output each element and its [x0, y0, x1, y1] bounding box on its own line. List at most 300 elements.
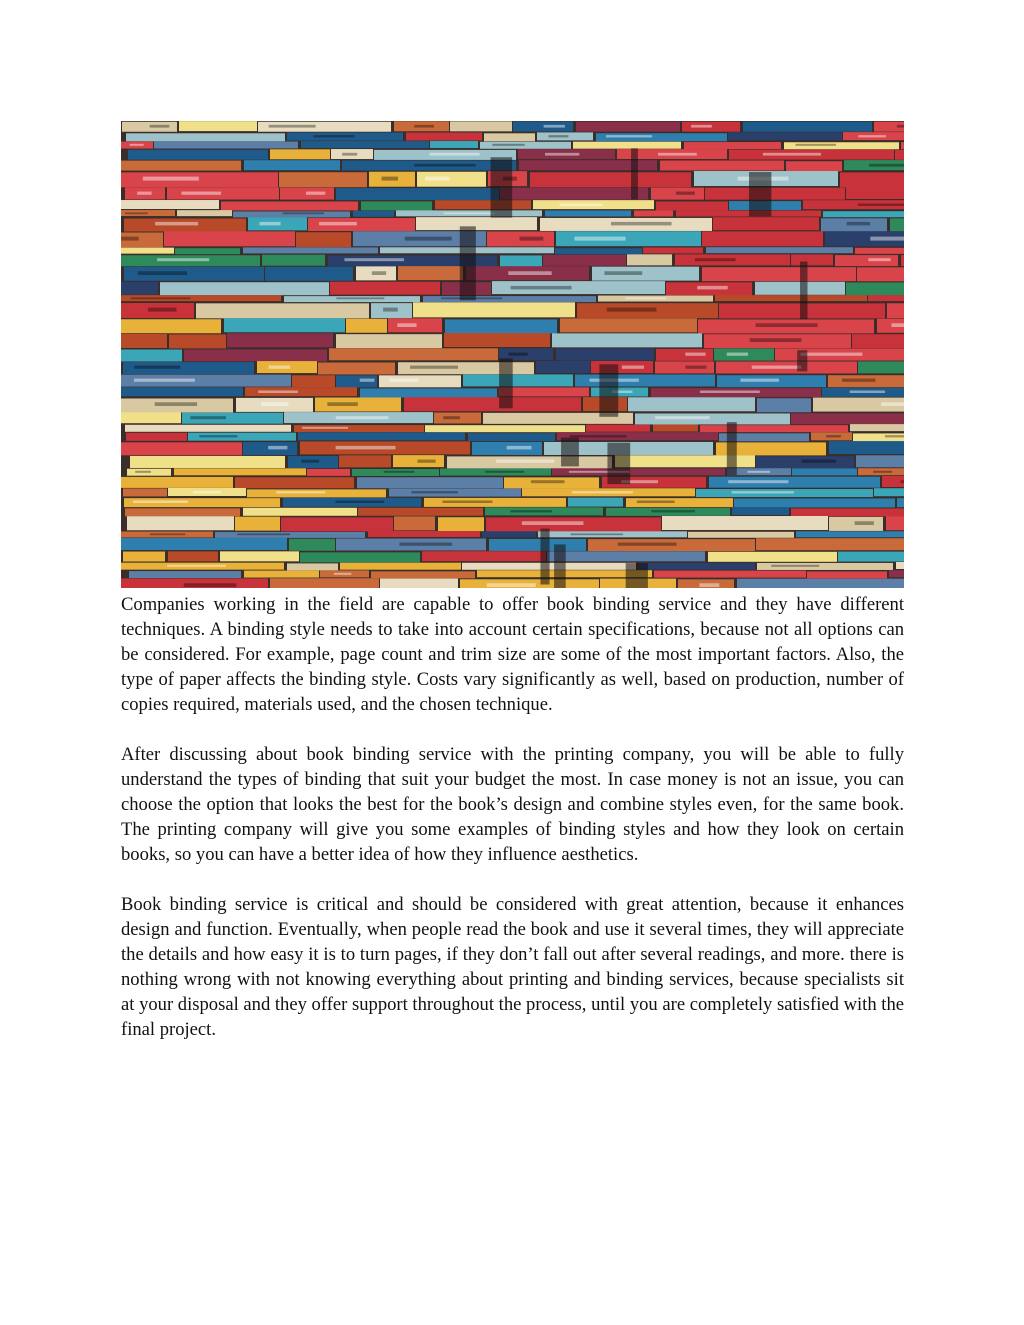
spine-label-mark [429, 153, 479, 156]
spine-label-mark [261, 402, 288, 406]
book-spine [340, 563, 461, 570]
book-spine [634, 210, 673, 216]
book-spine [684, 142, 781, 149]
spine-label-mark [881, 402, 904, 406]
book-spine [500, 188, 648, 200]
spine-label-mark [130, 144, 144, 146]
book-spine [265, 267, 353, 281]
spine-label-mark [802, 460, 837, 463]
book-spine [121, 538, 287, 550]
book-spine [123, 488, 167, 496]
book-spine [279, 172, 367, 187]
spine-label-mark [150, 533, 185, 535]
book-spine [244, 160, 340, 170]
book-spine [576, 122, 680, 132]
shadow-gap [749, 172, 771, 216]
spine-label-mark [442, 501, 492, 504]
book-spine [850, 424, 904, 431]
spine-label-mark [695, 258, 736, 261]
book-spine [368, 531, 480, 537]
books-illustration [121, 121, 904, 588]
spine-label-mark [691, 125, 712, 128]
book-spine [307, 469, 350, 476]
book-spine [169, 334, 226, 348]
book-spine [838, 552, 904, 562]
book-spine [586, 425, 650, 432]
book-spine [220, 551, 299, 561]
spine-label-mark [625, 297, 666, 299]
spine-label-mark [443, 416, 460, 419]
book-spine [360, 388, 497, 397]
spine-label-mark [560, 204, 603, 207]
spine-label-mark [150, 125, 170, 128]
spine-label-mark [268, 446, 287, 450]
spine-label-mark [334, 573, 352, 575]
spine-label-mark [676, 192, 695, 195]
spine-label-mark [740, 379, 779, 382]
spine-label-mark [826, 435, 841, 437]
spine-label-mark [397, 323, 416, 327]
book-spine [287, 563, 338, 570]
shadow-gap [727, 422, 737, 475]
book-spine [160, 282, 329, 295]
book-spine [791, 508, 904, 516]
shadow-gap [626, 563, 648, 588]
spine-label-mark [756, 323, 818, 327]
spine-label-mark [417, 460, 435, 463]
spine-label-mark [492, 144, 524, 146]
book-spine [329, 348, 498, 360]
book-spine [416, 217, 537, 230]
stacked-books-photo [121, 121, 904, 588]
book-spine [121, 412, 181, 423]
book-spine [121, 319, 221, 333]
spine-label-mark [342, 153, 357, 156]
spine-label-mark [155, 402, 197, 406]
spine-label-mark [522, 521, 584, 525]
book-spine [463, 374, 573, 386]
spine-label-mark [842, 379, 875, 382]
spine-label-mark [750, 338, 802, 342]
book-spine [444, 333, 550, 347]
book-spine [560, 318, 697, 332]
book-spine [336, 188, 499, 200]
spine-label-mark [685, 353, 705, 356]
spine-label-mark [897, 125, 904, 128]
spine-label-mark [752, 366, 802, 369]
book-spine [639, 563, 755, 570]
book-spine [121, 442, 242, 455]
spine-label-mark [651, 510, 695, 512]
book-spine [450, 121, 512, 131]
spine-label-mark [383, 308, 398, 312]
spine-label-mark [237, 533, 290, 535]
spine-label-mark [336, 446, 396, 450]
book-spine [757, 398, 811, 412]
spine-label-mark [697, 286, 727, 290]
spine-label-mark [800, 353, 862, 356]
spine-label-mark [771, 565, 819, 567]
spine-label-mark [131, 297, 191, 299]
book-spine [737, 579, 904, 588]
spine-label-mark [870, 237, 904, 241]
spine-label-mark [405, 237, 452, 241]
spine-label-mark [157, 258, 209, 261]
spine-label-mark [182, 192, 222, 195]
book-spine [536, 361, 590, 373]
book-spine [852, 334, 904, 348]
book-spine [792, 468, 857, 475]
spine-label-mark [344, 258, 404, 261]
book-spine [243, 508, 357, 516]
book-spine [713, 217, 819, 230]
spine-label-mark [606, 135, 652, 137]
book-spine [130, 456, 285, 468]
book-spine [227, 333, 333, 347]
book-spine [700, 425, 848, 432]
spine-label-mark [873, 471, 892, 473]
book-spine [500, 255, 542, 266]
paragraph-2: After discussing about book binding service with the printing company, you will be able to fully understand the types of binding that suit your budget the most. In case money is not an issue, you can choose the option that looks the best for the book’s design and combine styles even, for the same book. The printing company will give you some examples of binding styles and how they look on certain books, so you can have a better idea of how they influence aesthetics. [121, 744, 904, 865]
spine-label-mark [520, 237, 544, 241]
book-spine [128, 150, 268, 160]
book-spine [896, 562, 904, 569]
spine-label-mark [901, 480, 904, 483]
book-spine [125, 425, 291, 432]
book-spine [121, 248, 174, 254]
spine-label-mark [335, 501, 384, 504]
book-spine [281, 517, 393, 531]
book-spine [732, 507, 789, 515]
book-spine [296, 232, 351, 247]
book-spine [886, 516, 904, 530]
book-spine [857, 267, 904, 281]
book-spine [829, 441, 904, 454]
spine-label-mark [425, 177, 450, 181]
book-spine [662, 516, 828, 530]
book-spine [823, 211, 904, 217]
book-spine [361, 201, 432, 210]
spine-label-mark [414, 125, 434, 128]
book-spine [530, 172, 691, 187]
spine-label-mark [260, 222, 281, 226]
book-spine [552, 333, 702, 347]
spine-label-mark [685, 366, 706, 369]
spine-label-mark [658, 153, 697, 156]
spine-label-mark [148, 308, 176, 312]
book-spine [791, 254, 833, 265]
spine-label-mark [622, 366, 644, 369]
spine-label-mark [389, 379, 418, 382]
spine-label-mark [847, 222, 870, 226]
spine-label-mark [507, 446, 532, 450]
spine-label-mark [269, 366, 290, 369]
book-spine [846, 187, 904, 199]
spine-label-mark [125, 212, 148, 214]
spine-label-mark [283, 212, 324, 214]
shadow-gap [554, 544, 566, 588]
book-spine [406, 133, 482, 141]
spine-label-mark [336, 416, 389, 419]
book-spine [874, 488, 904, 496]
spine-label-mark [372, 271, 386, 275]
spine-label-mark [869, 164, 904, 167]
book-spine [889, 570, 904, 577]
spine-label-mark [510, 510, 552, 512]
book-spine [556, 348, 654, 360]
spine-label-mark [727, 353, 748, 356]
book-spine [126, 433, 187, 441]
spine-label-mark [607, 308, 657, 312]
spine-label-mark [545, 153, 579, 156]
book-spine [336, 334, 442, 348]
spine-label-mark [531, 480, 565, 483]
spine-label-mark [134, 379, 195, 382]
spine-label-mark [444, 212, 495, 214]
paragraph-1: Companies working in the field are capable to offer book binding service and they have different techniques. A binding style needs to take into account certain specifications, because not all options can be considered. For example, page count and trim size are some of the most important factors. Also, the type of paper affects the binding style. Costs vary significantly as well, based on production, number of copies required, materials used, and the chosen technique. [121, 594, 904, 715]
spine-label-mark [384, 471, 415, 473]
book-spine [221, 201, 358, 210]
book-spine [890, 218, 904, 231]
book-spine [643, 247, 703, 253]
book-spine [484, 133, 535, 141]
book-spine [121, 387, 243, 396]
book-spine [660, 161, 784, 171]
book-spine [555, 248, 642, 254]
spine-label-mark [190, 416, 226, 419]
book-spine [715, 295, 867, 301]
book-spine [856, 455, 904, 467]
spine-label-mark [732, 491, 794, 493]
book-spine [179, 121, 257, 131]
book-spine [243, 247, 378, 253]
book-spine [840, 172, 904, 187]
book-spine [404, 397, 581, 411]
book-spine [177, 210, 232, 216]
book-spine [121, 200, 219, 209]
spine-label-mark [549, 135, 569, 137]
book-spine [653, 425, 698, 432]
spine-label-mark [655, 416, 710, 419]
book-spine [126, 133, 285, 141]
shadow-gap [599, 364, 618, 416]
spine-label-mark [571, 533, 624, 535]
book-spine [270, 149, 330, 159]
spine-label-mark [138, 271, 187, 275]
spine-label-mark [485, 471, 524, 473]
spine-label-mark [511, 286, 572, 290]
book-spine [573, 142, 681, 149]
book-spine [846, 282, 904, 295]
book-spine [357, 477, 503, 488]
book-spine [489, 539, 586, 551]
spine-label-mark [604, 271, 642, 275]
shadow-gap [460, 226, 476, 300]
book-spine [705, 188, 845, 200]
book-spine [853, 433, 904, 441]
book-spine [164, 231, 295, 246]
spine-label-mark [306, 192, 325, 195]
book-spine [184, 349, 327, 361]
book-spine [121, 477, 233, 488]
shadow-gap [491, 157, 513, 217]
spine-label-mark [574, 237, 625, 241]
spine-label-mark [193, 491, 221, 493]
spine-label-mark [133, 501, 188, 504]
book-spine [743, 122, 872, 132]
book-spine [262, 255, 325, 266]
paragraph-3: Book binding service is critical and should be considered with great attention, because it enhances design and function. Eventually, when people read the book and use it several times, they will appreciate the details and how easy it is to turn pages, if they don’t fall out after several readings, and more. there is nothing wrong with not knowing everything about printing and binding services, because specialists sit at your disposal and they offer support throughout the process, until you are completely satisfied with the final project. [121, 894, 905, 1040]
book-spine [568, 498, 623, 507]
book-spine [233, 211, 350, 217]
spine-label-mark [302, 427, 348, 429]
spine-label-mark [763, 153, 821, 156]
shadow-gap [797, 350, 807, 371]
spine-label-mark [336, 297, 384, 299]
spine-label-mark [618, 543, 677, 546]
book-spine [676, 211, 821, 217]
book-spine [398, 266, 463, 280]
book-spine [807, 571, 887, 578]
spine-label-mark [700, 391, 760, 394]
book-spine [371, 571, 475, 578]
spine-label-mark [269, 125, 316, 128]
book-spine [318, 362, 395, 374]
spine-label-mark [868, 258, 890, 261]
spine-label-mark [121, 237, 139, 241]
shadow-gap [607, 443, 630, 484]
spine-label-mark [858, 135, 886, 137]
book-spine [196, 303, 369, 318]
book-spine [121, 334, 167, 348]
book-spine [330, 282, 440, 295]
book-spine [425, 425, 585, 432]
book-spine [380, 579, 458, 588]
book-spine [755, 282, 845, 295]
book-spine [468, 433, 555, 441]
spine-label-mark [137, 192, 151, 195]
spine-label-mark [728, 480, 788, 483]
book-spine [413, 302, 575, 317]
book-spine [734, 498, 895, 507]
book-spine [129, 571, 241, 578]
spine-label-mark [572, 491, 633, 493]
shadow-gap [800, 262, 807, 320]
spine-label-mark [508, 271, 551, 275]
spine-label-mark [258, 391, 298, 394]
article-body [121, 592, 904, 1042]
book-spine [706, 247, 853, 253]
book-spine [394, 516, 435, 530]
book-spine [127, 516, 234, 530]
book-spine [292, 375, 335, 387]
book-spine [654, 571, 806, 578]
spine-label-mark [570, 435, 627, 437]
document-page [121, 121, 904, 1067]
book-spine [175, 248, 240, 254]
spine-label-mark [276, 491, 325, 493]
book-spine [435, 200, 531, 209]
book-spine [868, 295, 904, 301]
spine-label-mark [885, 435, 904, 437]
book-spine [168, 551, 218, 561]
book-spine [346, 319, 387, 333]
spine-label-mark [410, 366, 458, 369]
spine-label-mark [411, 491, 458, 493]
book-spine [422, 551, 546, 561]
book-spine [786, 161, 842, 171]
book-spine [702, 267, 856, 281]
book-spine [901, 142, 904, 149]
book-spine [547, 551, 705, 561]
book-spine [289, 539, 335, 551]
book-spine [121, 161, 241, 171]
book-spine [154, 142, 298, 149]
spine-label-mark [855, 521, 874, 525]
book-spine [728, 132, 842, 140]
book-spine [445, 319, 557, 333]
book-spine [545, 210, 631, 216]
book-spine [702, 231, 823, 246]
book-spine [887, 303, 904, 318]
book-spine [628, 397, 755, 411]
spine-label-mark [611, 222, 672, 226]
book-spine [301, 141, 429, 148]
spine-label-mark [155, 222, 198, 226]
book-spine [901, 255, 904, 266]
shadow-gap [631, 148, 638, 199]
spine-label-mark [360, 379, 375, 382]
book-spine [855, 248, 904, 254]
book-spine [543, 255, 626, 266]
spine-label-mark [319, 222, 357, 226]
shadow-gap [540, 529, 549, 585]
spine-label-mark [199, 435, 237, 437]
spine-label-mark [143, 177, 199, 181]
book-spine [708, 552, 837, 562]
spine-label-mark [399, 543, 452, 546]
book-spine [627, 254, 672, 265]
spine-label-mark [891, 323, 904, 327]
spine-label-mark [414, 164, 475, 167]
book-spine [430, 141, 478, 148]
spine-label-mark [313, 135, 354, 137]
book-spine [482, 531, 536, 537]
book-spine [358, 508, 483, 516]
book-spine [300, 552, 420, 562]
spine-label-mark [382, 177, 398, 181]
book-spine [224, 318, 345, 332]
spine-label-mark [184, 583, 237, 587]
book-spine [438, 517, 484, 531]
spine-label-mark [699, 583, 719, 587]
spine-label-mark [508, 353, 527, 356]
spine-label-mark [850, 391, 885, 394]
book-spine [897, 498, 904, 507]
spine-label-mark [747, 471, 770, 473]
book-spine [656, 201, 728, 210]
spine-label-mark [496, 460, 554, 463]
spine-label-mark [637, 501, 675, 504]
spine-label-mark [134, 366, 180, 369]
book-spine [244, 571, 319, 578]
book-spine [858, 361, 904, 373]
book-spine [353, 211, 394, 217]
spine-label-mark [487, 583, 536, 587]
spine-label-mark [301, 460, 319, 463]
book-spine [235, 517, 280, 531]
book-spine [235, 477, 354, 488]
